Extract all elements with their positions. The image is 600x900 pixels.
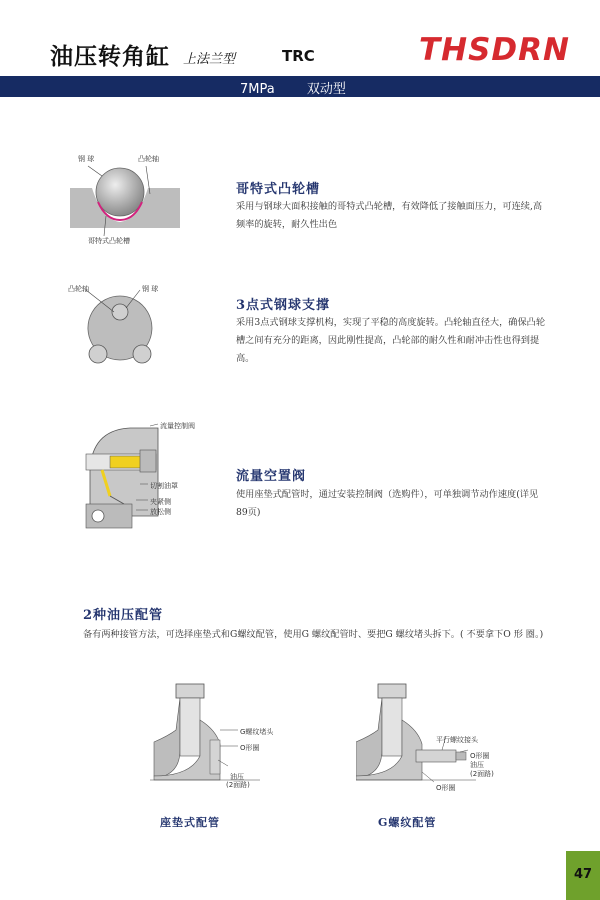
- piping-caption-gasket: 座垫式配管: [160, 816, 220, 829]
- piping-title: 2种油压配管: [83, 608, 164, 623]
- diagram-label: 油压: [470, 761, 484, 769]
- diagram-label: 油压: [230, 773, 244, 781]
- diagram-label: (2面路): [226, 781, 250, 789]
- diagram-label: O形圈: [436, 784, 456, 792]
- feature-description: 采用与钢球大面积接触的哥特式凸轮槽，有效降低了接触面压力，可连续,高频率的旋转，耐久性出色: [236, 201, 543, 230]
- feature-description: 使用座垫式配管时，通过安装控制阀（选购件），可单独调节动作速度(详见89页): [236, 489, 539, 518]
- piping-caption-g-thread: G螺纹配管: [378, 816, 437, 829]
- page-title: 油压转角缸: [50, 44, 170, 70]
- pressure-label: 7MPa: [240, 82, 275, 97]
- spec-bar: [0, 76, 600, 97]
- diagram-label: 平行螺纹接头: [436, 736, 478, 744]
- feature-description: 采用3点式钢球支撑机构，实现了平稳的高度旋转。凸轮轴直径大，确保凸轮槽之间有充分的距离，因此刚性提高，凸轮部的耐久性和耐冲击性也得到提高。: [236, 317, 546, 364]
- page-number-box: [566, 851, 600, 900]
- feature-title: 3点式钢球支撑: [236, 298, 331, 313]
- model-code: TRC: [282, 47, 315, 65]
- diagram-label: (2面路): [470, 770, 494, 778]
- diagram-label: O形圈: [240, 744, 260, 752]
- page-number: 47: [573, 867, 593, 882]
- diagram-label: 哥特式凸轮槽: [88, 237, 130, 245]
- diagram-label: 钢 球: [142, 285, 159, 293]
- diagram-label: G螺纹堵头: [240, 728, 274, 736]
- piping-description: 备有两种接管方法，可选择座垫式和G螺纹配管，使用G 螺纹配管时、要把G 螺纹堵头拆下。( 不要拿下O 形 圈。): [83, 629, 544, 640]
- diagram-label: 凸轮轴: [68, 285, 89, 293]
- diagram-label: 钢 球: [78, 155, 95, 163]
- flow-valve-diagram: [80, 420, 170, 540]
- feature-title: 哥特式凸轮槽: [236, 182, 321, 197]
- diagram-label: O形圈: [470, 752, 490, 760]
- gothic-cam-diagram: [62, 150, 182, 250]
- diagram-label: 放松侧: [150, 508, 171, 516]
- g-thread-piping-diagram: [356, 680, 476, 788]
- feature-title: 流量空置阀: [236, 469, 307, 484]
- diagram-label: 凸轮轴: [138, 155, 159, 163]
- diagram-label: 夹紧侧: [150, 498, 171, 506]
- three-ball-diagram: [80, 288, 160, 373]
- diagram-label: 流量控制阀: [160, 422, 195, 430]
- diagram-label: 切割油罩: [150, 482, 178, 490]
- brand-logo: THSDRN: [419, 32, 570, 68]
- page-subtitle: 上法兰型: [183, 52, 236, 67]
- action-type-label: 双动型: [306, 82, 346, 97]
